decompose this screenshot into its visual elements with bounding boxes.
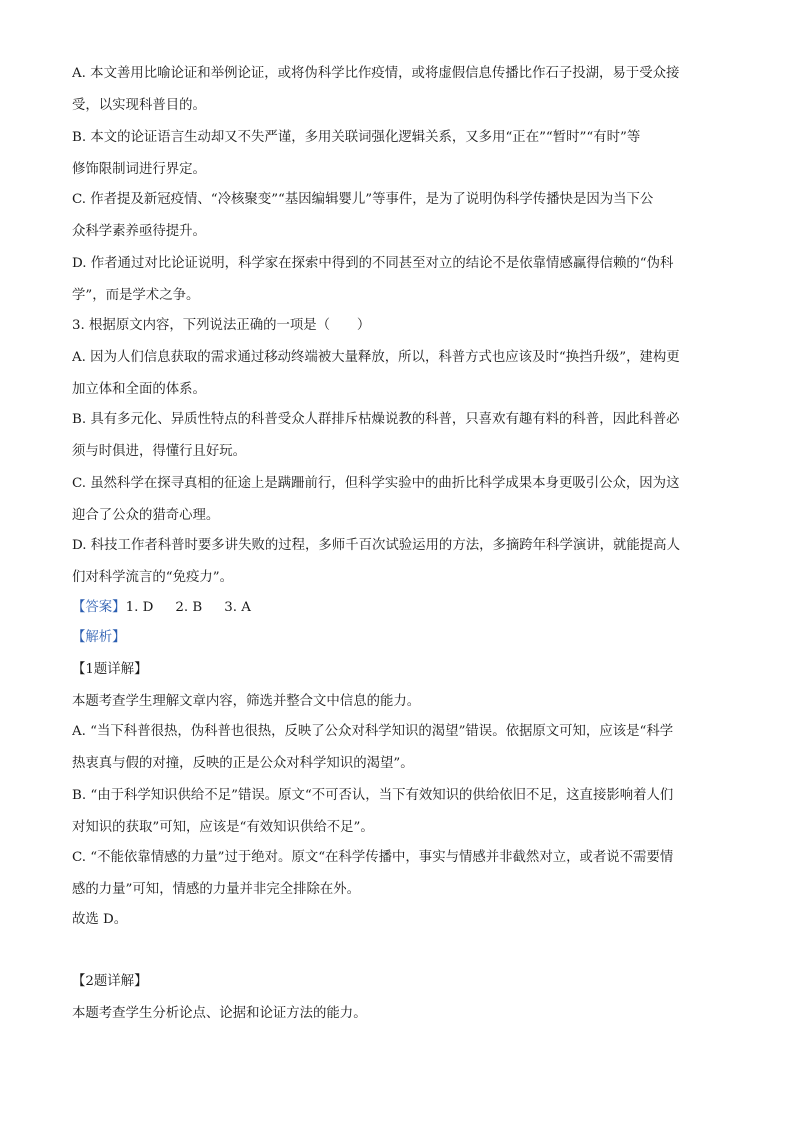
q3-option-c-line1: C. 虽然科学在探寻真相的征途上是蹒跚前行，但科学实验中的曲折比科学成果本身更吸引公众，因为这 (72, 476, 680, 491)
detail1-conclusion: 故选 D。 (72, 912, 128, 927)
q3-option-a-line2: 加立体和全面的体系。 (72, 382, 206, 397)
q3-option-b-line2: 须与时俱进，得懂行且好玩。 (72, 444, 247, 459)
q2-option-b-line2: 修饰限制词进行界定。 (72, 162, 206, 177)
detail1-a-line1: A. “当下科普很热，伪科普也很热，反映了公众对科学知识的渴望”错误。依据原文可知，应该是“科学 (72, 724, 674, 739)
detail1-intro: 本题考查学生理解文章内容，筛选并整合文中信息的能力。 (72, 694, 421, 709)
answer-2: 2. B (175, 600, 203, 615)
q2-option-c-line2: 众科学素养亟待提升。 (72, 224, 206, 239)
q3-option-c-line2: 迎合了公众的猎奇心理。 (72, 508, 220, 523)
q2-option-a-line2: 受，以实现科普目的。 (72, 98, 206, 113)
answer-1: 1. D (125, 600, 154, 615)
detail2-intro: 本题考查学生分析论点、论据和论证方法的能力。 (72, 1006, 367, 1021)
detail2-heading: 【2题详解】 (72, 974, 148, 989)
detail1-heading: 【1题详解】 (72, 662, 148, 677)
answer-label: 【答案】 (72, 600, 126, 615)
q3-option-b-line1: B. 具有多元化、异质性特点的科普受众人群排斥枯燥说教的科普，只喜欢有趣有料的科普，因此科普必 (72, 412, 680, 427)
detail1-c-line1: C. “不能依靠情感的力量”过于绝对。原文“在科学传播中，事实与情感并非截然对立，或者说不需要情 (72, 850, 674, 865)
detail1-b-line1: B. “由于科学知识供给不足”错误。原文“不可否认，当下有效知识的供给依旧不足，这直接影响着人们 (72, 788, 674, 803)
detail1-b-line2: 对知识的获取”可知，应该是“有效知识供给不足”。 (72, 820, 374, 835)
q3-option-d-line2: 们对科学流言的“免疫力”。 (72, 570, 233, 585)
q2-option-a-line1: A. 本文善用比喻论证和举例论证，或将伪科学比作疫情，或将虚假信息传播比作石子投湖，易于受众接 (72, 66, 680, 81)
q3-option-d-line1: D. 科技工作者科普时要多讲失败的过程，多师千百次试验运用的方法，多摘跨年科学演讲，就能提高人 (72, 538, 680, 553)
detail1-a-line2: 热衷真与假的对撞，反映的正是公众对科学知识的渴望”。 (72, 756, 414, 771)
answer-3: 3. A (224, 600, 251, 615)
analysis-label: 【解析】 (72, 630, 126, 645)
answer-line (72, 598, 724, 618)
q2-option-b-line1: B. 本文的论证语言生动却又不失严谨，多用关联词强化逻辑关系，又多用“正在”“暂时”“有时”等 (72, 130, 641, 145)
q2-option-d-line1: D. 作者通过对比论证说明，科学家在探索中得到的不同甚至对立的结论不是依靠情感赢得信赖的“伪科 (72, 256, 674, 271)
q2-option-c-line1: C. 作者提及新冠疫情、“冷核聚变”“基因编辑婴儿”等事件，是为了说明伪科学传播快是因为当下公 (72, 192, 654, 207)
detail1-c-line2: 感的力量”可知，情感的力量并非完全排除在外。 (72, 882, 361, 897)
q3-option-a-line1: A. 因为人们信息获取的需求通过移动终端被大量释放，所以，科普方式也应该及时“换挡升级”，建构更 (72, 350, 680, 365)
q3-stem: 3. 根据原文内容，下列说法正确的一项是（ ） (72, 318, 371, 333)
q2-option-d-line2: 学”，而是学术之争。 (72, 288, 200, 303)
